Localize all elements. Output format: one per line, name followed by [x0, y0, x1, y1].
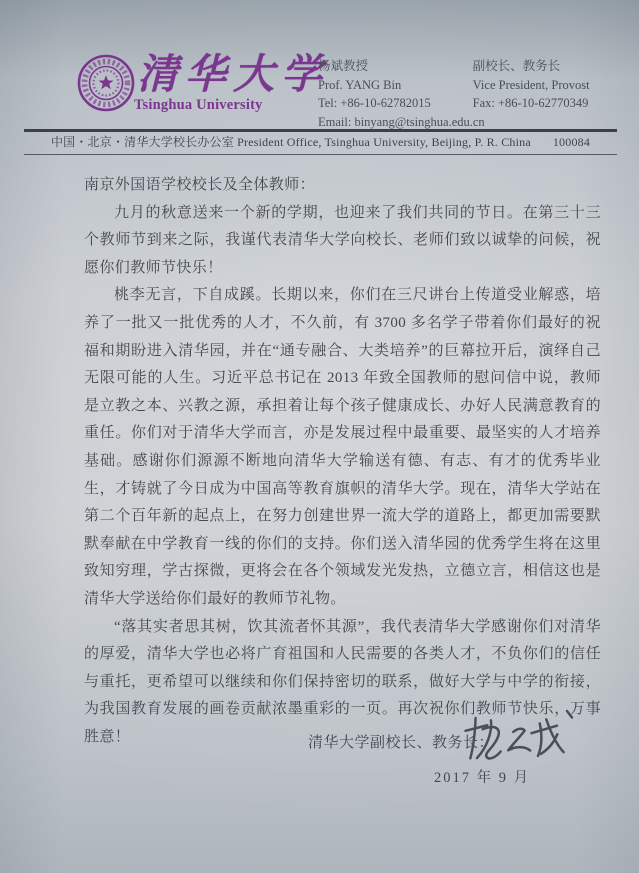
paragraph-3: “落其实者思其树，饮其流者怀其源”，我代表清华大学感谢你们对清华的厚爱，清华大学也必将广育祖国和人民需要的各类人才，不负你们的信任与重托，更希望可以继续和你们保持密切的联系，做好大学与中学的衔接，为我国教育发展的画卷贡献浓墨重彩的一页。再次祝你们教师节快乐，万事胜意！: [84, 618, 601, 745]
contact-block: [318, 57, 622, 131]
header-rule-thick: [24, 129, 617, 132]
salutation: 南京外国语学校校长及全体教师：: [84, 177, 316, 193]
university-logotype-cn: 清华大学: [137, 50, 329, 98]
signature-label: 清华大学副校长、教务长：: [308, 735, 495, 751]
contact-title-cn: 副校长、教务长: [472, 59, 561, 73]
tsinghua-seal-icon: [76, 53, 136, 113]
contact-tel: Tel: +86-10-62782015: [318, 96, 431, 110]
university-logotype-en: Tsinghua University: [134, 97, 263, 113]
postcode: 100084: [552, 135, 591, 149]
contact-name-en: Prof. YANG Bin: [318, 77, 402, 92]
paragraph-2: 桃李无言，下自成蹊。长期以来，你们在三尺讲台上传道受业解惑，培养了一批又一批优秀的人才，不久前，有 3700 多名学子带着你们最好的祝福和期盼进入清华园，并在“通专融合、大类培养”的巨幕拉开后，演绎自己无限可能的人生。习近平总书记在 2013 年致全国教师的慰问信中说，教师是立教之本、兴教之源，承担着让每个孩子健康成长、办好人民满意教育的重任。你们对于清华大学而言，亦是发展过程中最重要、最坚实的人才培养基础。感谢你们源源不断地向清华大学输送有德、有志、有才的优秀毕业生，才铸就了今日成为中国高等教育旗帜的清华大学。现在，清华大学站在第二个百年新的起点上，在努力创建世界一流大学的道路上，都更加需要默默奉献在中学教育一线的你们的支持。你们送入清华园的优秀学生将在这里致知穷理，学古探微，更将会在各个领域发光发热，立德立言，相信这也是清华大学送给你们最好的教师节礼物。: [84, 287, 601, 607]
letter-date: 2017 年 9 月: [434, 770, 531, 786]
handwritten-signature-yang-bin: [459, 701, 585, 769]
office-address: 中国・北京・清华大学校长办公室 President Office, Tsinghua University, Beijing, P. R. China: [50, 135, 531, 149]
address-row: [24, 133, 617, 150]
contact-fax: Fax: +86-10-62770349: [472, 96, 589, 110]
contact-title-en: Vice President, Provost: [472, 77, 590, 92]
header-rule-thin: [24, 154, 617, 155]
letter-body: [84, 172, 601, 751]
contact-name-cn: 杨斌教授: [318, 59, 369, 73]
paragraph-1: 九月的秋意送来一个新的学期，也迎来了我们共同的节日。在第三十三个教师节到来之际，我谨代表清华大学向校长、老师们致以诚挚的问候，祝愿你们教师节快乐！: [84, 204, 601, 276]
contact-email: Email: binyang@tsinghua.edu.cn: [318, 114, 485, 129]
